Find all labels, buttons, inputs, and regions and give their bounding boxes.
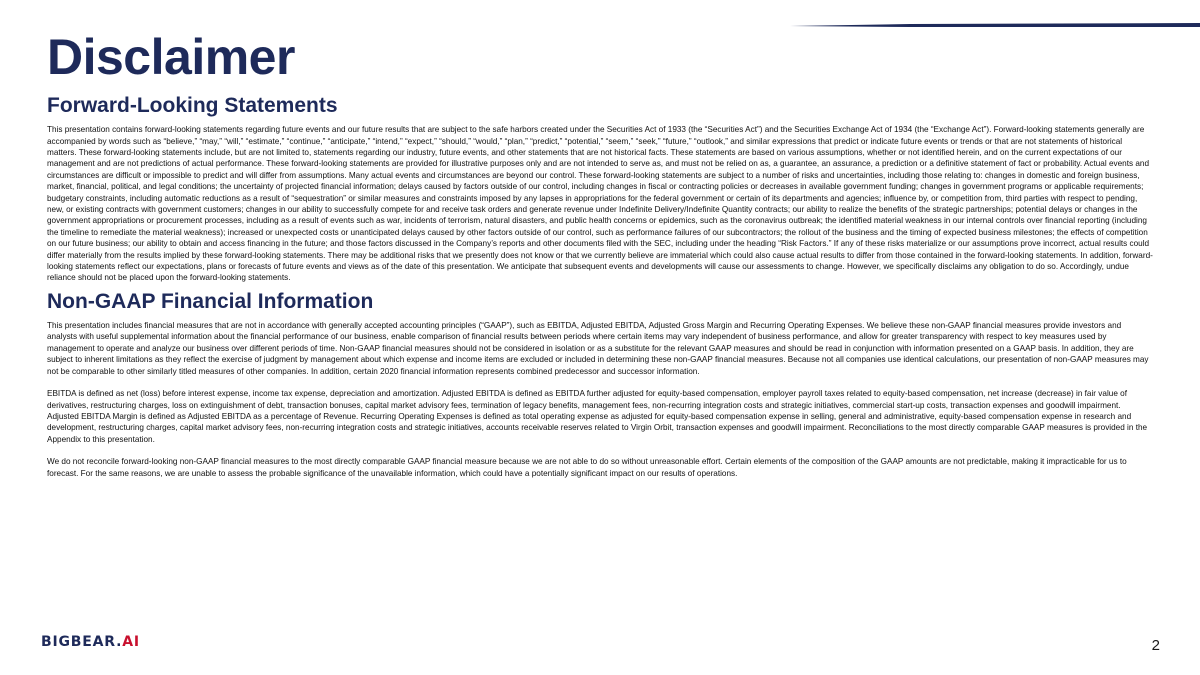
forward-looking-paragraph: This presentation contains forward-looking statements regarding future events and our future results that are subject to the safe harbors created under the Securities Act of 1933 (the “Securities Act”) and the Securities Exchange Act of 1934 (the “Exchange Act”). Forward-looking statements generally are accompanied by words such as “believe,” “may,” “will,” “estimate,” “continue,” “anticipate,” “intend,” “expect,” “should,” “would,” “plan,” “predict,” “potential,” “seem,” “seek,” “future,” “outlook,” and similar expressions that predict or indicate future events or trends or that are not statements of historical matters. These forward-looking statements include, but are not limited to, statements regarding our industry, future events, and other statements that are not historical facts. These statements are based on various assumptions, whether or not identified herein, and on the current expectations of our management and are not predictions of actual performance. These forward-looking statements are provided for illustrative purposes only and are not intended to serve as, and must not be relied on as, a guarantee, an assurance, a prediction or a definitive statement of fact or probability. Actual events and circumstances are difficult or impossible to predict and will differ from assumptions. Many actual events and circumstances are beyond our control. These forward-looking statements are subject to a number of risks and uncertainties, including those relating to: changes in domestic and foreign business, market, financial, political, and legal conditions; the uncertainty of projected financial information; delays caused by factors outside of our control, including changes in fiscal or contracting policies or decreases in available government funding; changes in government programs or applicable requirements; budgetary constraints, including automatic reductions as a result of “sequestration” or similar measures and constraints imposed by any lapses in appropriations for the federal government or certain of its departments and agencies; influence by, or competition from, third parties with respect to pending, new, or existing contracts with government customers; changes in our ability to successfully compete for and receive task orders and generate revenue under Indefinite Delivery/Indefinite Quantity contracts; our ability to realize the benefits of the strategic partnerships; potential delays or changes in the government appropriations or procurement processes, including as a result of events such as war, incidents of terrorism, natural disasters, and public health concerns or epidemics, such as the coronavirus outbreak; the identified material weakness in our internal controls over financial reporting (including the timeline to remediate the material weakness); increased or unexpected costs or unanticipated delays caused by other factors outside of our control, such as performance failures of our subcontractors; the rollout of the business and the timing of expected business milestones; the effects of competition on our future business; our ability to obtain and access financing in the future; and those factors discussed in the Company’s reports and other documents filed with the SEC, including under the heading “Risk Factors.” If any of these risks materialize or our assumptions prove incorrect, actual results could differ materially from the results implied by these forward-looking statements. There may be additional risks that we presently does not know or that we currently believe are immaterial which could also cause actual results to differ from those contained in the forward-looking statements. In addition, forward-looking statements reflect our expectations, plans or forecasts of future events and views as of the date of this presentation. We anticipate that subsequent events and developments will cause our assessments to change. However, we specifically disclaims any obligation to do so. Accordingly, undue reliance should not be placed upon the forward-looking statements. — [47, 125, 1153, 283]
non-gaap-paragraph: This presentation includes financial measures that are not in accordance with generally accepted accounting principles (“GAAP”), such as EBITDA, Adjusted EBITDA, Adjusted Gross Margin and Recurring Operating Expenses. We believe these non-GAAP financial measures provide investors and analysts with useful supplemental information about the financial performance of our business, enable comparison of financial results between periods where certain items may vary independent of business performance, and allow for greater transparency with respect to key measures used by management to operate and analyze our business over different periods of time. Non-GAAP financial measures should not be considered in isolation or as a substitute for the relevant GAAP measures and should be read in conjunction with information presented on a GAAP basis. In addition, they are subject to inherent limitations as they reflect the exercise of judgment by management about which expense and income items are excluded or included in determining these non-GAAP financial measures. Because not all companies use identical calculations, our presentation of non-GAAP measures may not be comparable to other similarly titled measures of other companies. In addition, certain 2020 financial information represents combined predecessor and successor information. — [47, 321, 1149, 376]
ebitda-definition-paragraph: EBITDA is defined as net (loss) before interest expense, income tax expense, depreciation and amortization. Adjusted EBITDA is defined as EBITDA further adjusted for equity-based compensation, employer payroll taxes related to equity-based compensation, net increase (decrease) in fair value of derivatives, restructuring charges, loss on extinguishment of debt, transaction bonuses, capital market advisory fees, termination of legacy benefits, management fees, non-recurring integration costs and strategic initiatives, commercial start-up costs, transaction expenses and goodwill impairment. Adjusted EBITDA Margin is defined as Adjusted EBITDA as a percentage of Revenue. Recurring Operating Expenses is defined as total operating expense as adjusted for equity-based compensation expense in selling, general and administrative, equity-based compensation expense in research and development, restructuring charges, capital market advisory fees, non-recurring integration costs and strategic initiatives, accounts receivable reserves related to Virgin Orbit, transaction expenses and goodwill impairment. Reconciliations to the most directly comparable GAAP measures is provided in the Appendix to this presentation. — [47, 389, 1148, 444]
page-title: Disclaimer — [47, 29, 295, 85]
page-number: 2 — [1151, 637, 1160, 654]
disclaimer-content — [47, 93, 1153, 479]
reconciliation-paragraph: We do not reconcile forward-looking non-GAAP financial measures to the most directly comparable GAAP financial measure because we are not able to do so without unreasonable effort. Certain elements of the composition of the GAAP amounts are not predictable, making it impracticable for us to forecast. For the same reasons, we are unable to assess the probable significance of the unavailable information, which could have a potentially significant impact on our results of operations. — [47, 457, 1127, 478]
decorative-stripe — [790, 22, 1200, 28]
forward-looking-heading: Forward-Looking Statements — [47, 94, 338, 117]
logo-text: BIGBEAR. — [41, 634, 123, 650]
company-logo — [41, 633, 140, 651]
logo-accent-text: AI — [122, 634, 140, 650]
non-gaap-heading: Non-GAAP Financial Information — [47, 289, 374, 313]
